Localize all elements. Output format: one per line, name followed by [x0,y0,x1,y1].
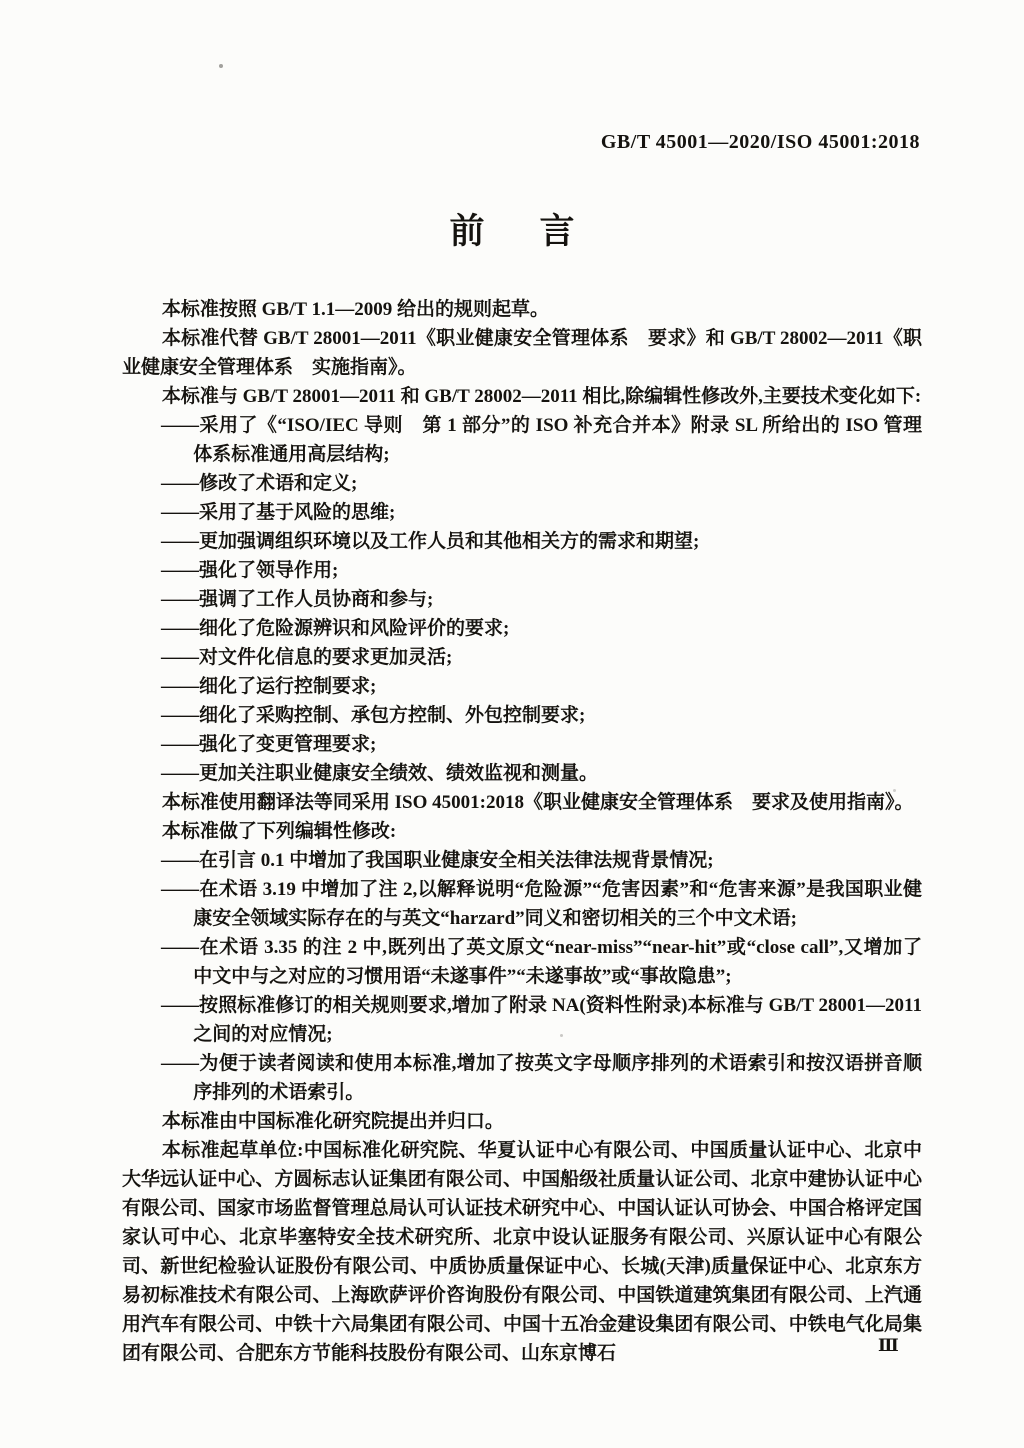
paragraph: 本标准起草单位:中国标准化研究院、华夏认证中心有限公司、中国质量认证中心、北京中大华远认证中心、方圆标志认证集团有限公司、中国船级社质量认证公司、北京中建协认证中心有限公司、国家市场监督管理总局认可认证技术研究中心、中国认证认可协会、中国合格评定国家认可中心、北京毕塞特安全技术研究所、北京中设认证服务有限公司、兴原认证中心有限公司、新世纪检验认证股份有限公司、中质协质量保证中心、长城(天津)质量保证中心、北京东方易初标准技术有限公司、上海欧萨评价咨询股份有限公司、中国铁道建筑集团有限公司、上汽通用汽车有限公司、中铁十六局集团有限公司、中国十五冶金建设集团有限公司、中铁电气化局集团有限公司、合肥东方节能科技股份有限公司、山东京博石 [122,1140,922,1364]
list-item: ——修改了术语和定义; [160,473,358,494]
list-item: ——为便于读者阅读和使用本标准,增加了按英文字母顺序排列的术语索引和按汉语拼音顺序排列的术语索引。 [160,1053,922,1103]
page-number: Ⅲ [878,1336,899,1355]
standard-number-header: GB/T 45001—2020/ISO 45001:2018 [600,131,920,153]
page-title: 前 言 [449,212,585,251]
list-item: ——强化了领导作用; [160,560,339,581]
list-item: ——细化了采购控制、承包方控制、外包控制要求; [160,705,586,726]
paragraph: 本标准做了下列编辑性修改: [161,821,397,842]
scan-speck [893,789,896,792]
list-item: ——按照标准修订的相关规则要求,增加了附录 NA(资料性附录)本标准与 GB/T 28001—2011 之间的对应情况; [160,995,922,1045]
list-item: ——强化了变更管理要求; [160,734,377,755]
paragraph: 本标准代替 GB/T 28001—2011《职业健康安全管理体系 要求》和 GB/T 28002—2011《职业健康安全管理体系 实施指南》。 [122,328,922,378]
list-item: ——采用了《“ISO/IEC 导则 第 1 部分”的 ISO 补充合并本》附录 SL 所给出的 ISO 管理体系标准通用高层结构; [160,415,922,465]
list-item: ——对文件化信息的要求更加灵活; [160,647,453,668]
list-item: ——细化了运行控制要求; [160,676,377,697]
scan-speck [560,1034,563,1037]
paragraph: 本标准按照 GB/T 1.1—2009 给出的规则起草。 [161,299,549,320]
scan-speck [219,64,223,68]
list-item: ——强调了工作人员协商和参与; [160,589,434,610]
paragraph: 本标准由中国标准化研究院提出并归口。 [161,1111,504,1132]
list-item: ——采用了基于风险的思维; [160,502,396,523]
list-item: ——在术语 3.19 中增加了注 2,以解释说明“危险源”“危害因素”和“危害来源”是我国职业健康安全领域实际存在的与英文“harzard”同义和密切相关的三个中文术语; [160,879,922,929]
list-item: ——更加强调组织环境以及工作人员和其他相关方的需求和期望; [160,531,700,552]
list-item: ——在引言 0.1 中增加了我国职业健康安全相关法律法规背景情况; [160,850,714,871]
list-item: ——在术语 3.35 的注 2 中,既列出了英文原文“near-miss”“near-hit”或“close call”,又增加了中文中与之对应的习惯用语“未遂事件”“未遂事故”或“事故隐患”; [160,937,922,987]
list-item: ——更加关注职业健康安全绩效、绩效监视和测量。 [160,763,598,784]
paragraph: 本标准与 GB/T 28001—2011 和 GB/T 28002—2011 相比,除编辑性修改外,主要技术变化如下: [161,386,922,407]
list-item: ——细化了危险源辨识和风险评价的要求; [160,618,510,639]
document-body [122,295,922,1368]
paragraph: 本标准使用翻译法等同采用 ISO 45001:2018《职业健康安全管理体系 要求及使用指南》。 [161,792,914,813]
